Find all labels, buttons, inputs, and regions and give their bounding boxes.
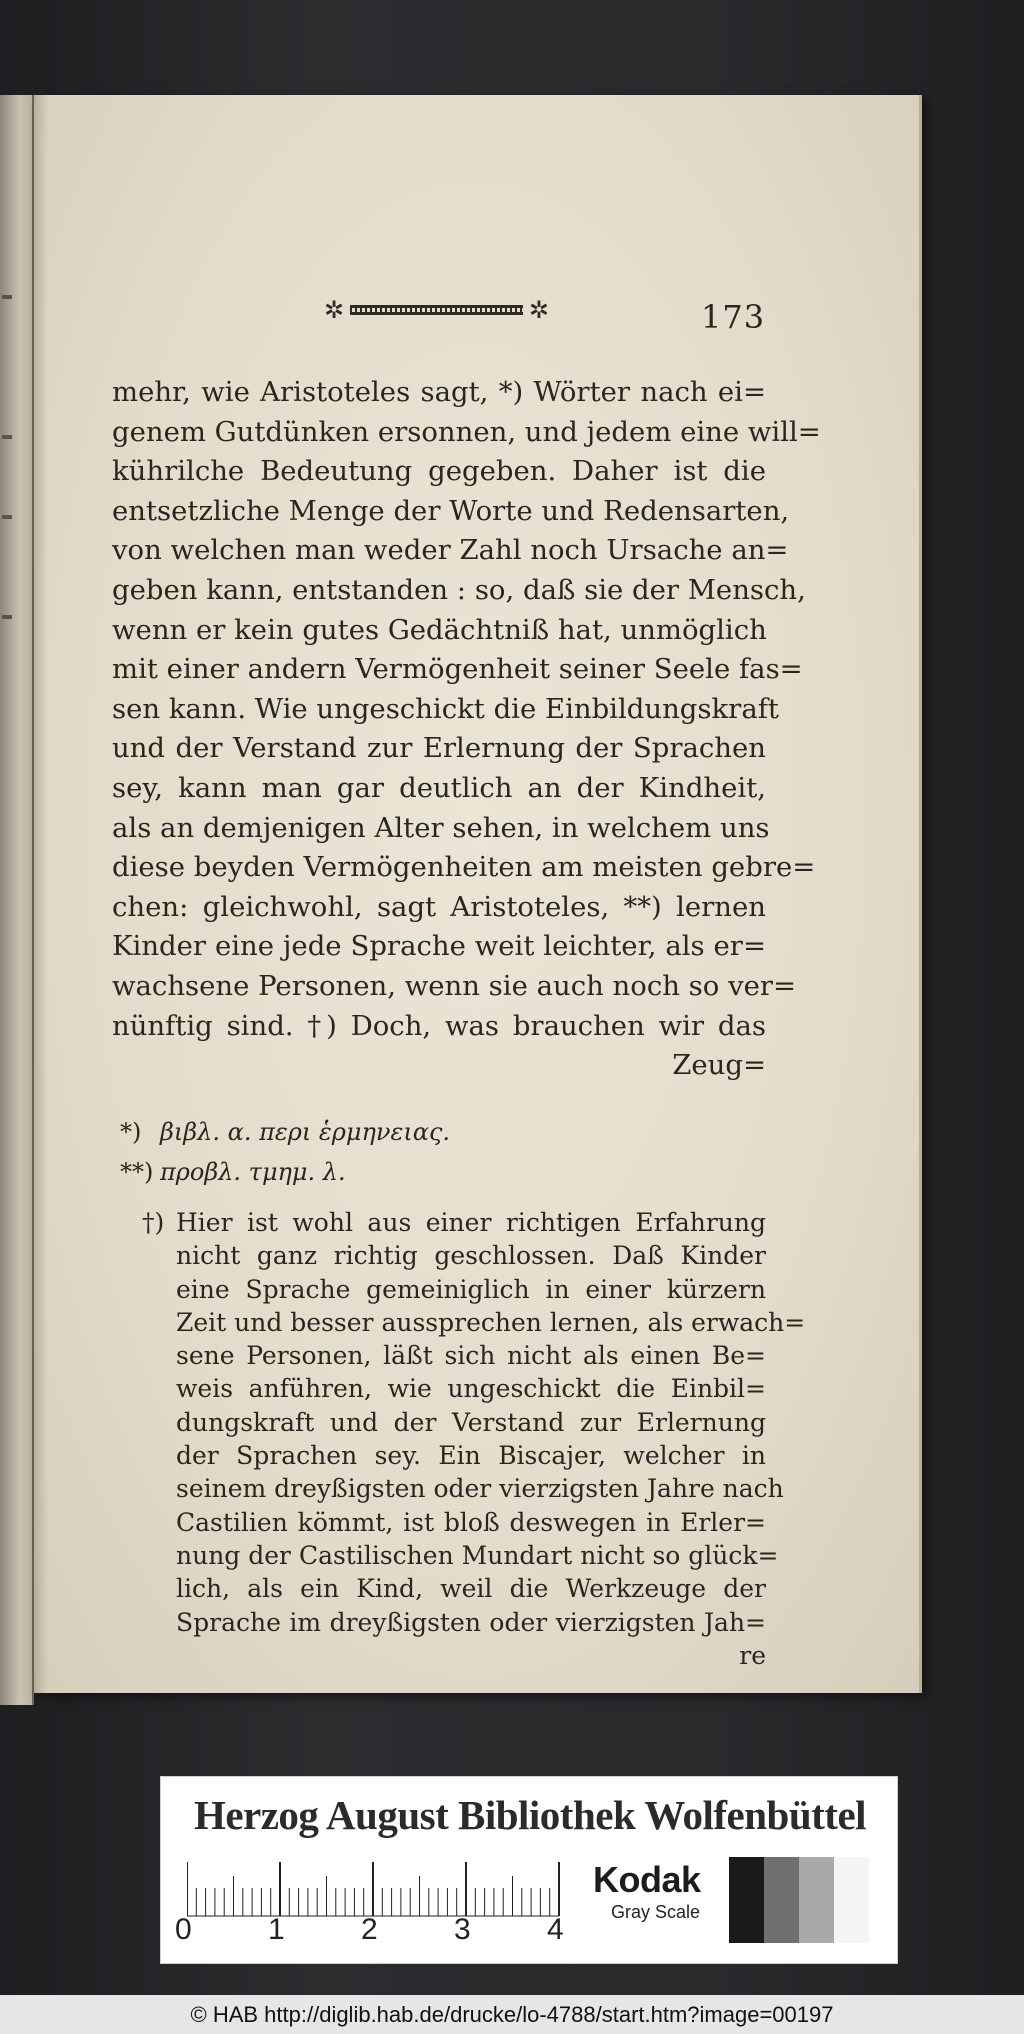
text-line: Kinder eine jede Sprache weit leichter, als er=	[112, 930, 766, 963]
footnote-line: weis anführen, wie ungeschickt die Einbil=	[176, 1374, 766, 1404]
ornament-star-icon: ✲	[528, 296, 549, 324]
text-line: kührilche Bedeutung gegeben. Daher ist die	[112, 455, 766, 488]
library-title: Herzog August Bibliothek Wolfenbüttel	[193, 1792, 867, 1838]
text-line: geben kann, entstanden : so, daß sie der Mensch,	[112, 573, 806, 606]
edge-mark	[2, 295, 12, 299]
footnote-line: der Sprachen sey. Ein Biscajer, welcher in	[176, 1441, 766, 1471]
text-line: sey, kann man gar deutlich an der Kindheit,	[112, 771, 766, 804]
text-line: entsetzliche Menge der Worte und Redensarten,	[112, 494, 790, 527]
footnote-2	[120, 1152, 766, 1192]
footnote-catchword: re	[739, 1640, 766, 1670]
text-line: sen kann. Wie ungeschickt die Einbildungskraft	[112, 692, 779, 725]
book-page	[34, 95, 922, 1693]
color-calibration-card	[160, 1776, 898, 1964]
ruler-label: 2	[361, 1913, 378, 1946]
footnote-line: sene Personen, läßt sich nicht als einen Be=	[176, 1341, 766, 1371]
ornament-rule	[350, 305, 523, 315]
gray-swatch	[799, 1857, 834, 1943]
text-line: wenn er kein gutes Gedächtniß hat, unmöglich	[112, 613, 767, 646]
footnote-line: seinem dreyßigsten oder vierzigsten Jahre nach	[176, 1474, 784, 1504]
footnote-1	[120, 1112, 766, 1152]
gray-swatches	[729, 1857, 869, 1943]
page-number: 173	[701, 298, 766, 336]
text-line: und der Verstand zur Erlernung der Sprachen	[112, 732, 766, 765]
ruler-labels	[175, 1913, 655, 1953]
header-ornament	[324, 295, 549, 325]
kodak-logo: Kodak	[593, 1859, 701, 1900]
edge-mark	[2, 435, 12, 439]
edge-mark	[2, 615, 12, 619]
footnote-line: nicht ganz richtig geschlossen. Daß Kinder	[176, 1241, 766, 1271]
gray-scale-label: Gray Scale	[611, 1902, 701, 1922]
ruler-scale	[187, 1862, 627, 1918]
source-url-caption: © HAB http://diglib.hab.de/drucke/lo-4788/start.htm?image=00197	[0, 1995, 1024, 2034]
ornament-star-icon: ✲	[324, 296, 345, 324]
footnote-mark: **)	[120, 1158, 154, 1186]
footnote-3	[120, 1206, 806, 1672]
footnote-line: lich, als ein Kind, weil die Werkzeuge der	[176, 1574, 766, 1604]
text-line: mit einer andern Vermögenheit seiner Seele fas=	[112, 653, 803, 686]
footnote-line: Hier ist wohl aus einer richtigen Erfahrung	[176, 1208, 766, 1237]
footnote-line: eine Sprache gemeiniglich in einer kürzern	[176, 1274, 766, 1304]
text-line: diese beyden Vermögenheiten am meisten gebre=	[112, 851, 816, 884]
body-text	[112, 373, 821, 1086]
ruler-label: 4	[547, 1913, 564, 1946]
ruler-label: 3	[454, 1913, 471, 1946]
gray-swatch	[729, 1857, 764, 1943]
footnote-line: dungskraft und der Verstand zur Erlernung	[176, 1407, 766, 1437]
gray-swatch	[834, 1857, 869, 1943]
text-line: mehr, wie Aristoteles sagt, *) Wörter nach ei=	[112, 376, 766, 408]
text-line: als an demjenigen Alter sehen, in welchem uns	[112, 811, 770, 844]
text-line: wachsene Personen, wenn sie auch noch so ver=	[112, 969, 797, 1002]
footnote-line: Castilien kömmt, ist bloß deswegen in Erler=	[176, 1507, 766, 1537]
previous-page-edge	[0, 95, 34, 1705]
edge-mark	[2, 515, 12, 519]
text-line: von welchen man weder Zahl noch Ursache an=	[112, 534, 789, 567]
footnote-text: προβλ. τμημ. λ.	[160, 1158, 346, 1186]
footnote-text: βιβλ. α. περι ἑρμηνειας.	[160, 1118, 451, 1146]
footnote-line: nung der Castilischen Mundart nicht so glück=	[176, 1540, 779, 1570]
footnote-mark: *)	[120, 1118, 142, 1146]
footnotes	[120, 1112, 806, 1672]
footnote-line: Zeit und besser aussprechen lernen, als erwach=	[176, 1307, 806, 1337]
ruler-label: 0	[175, 1913, 192, 1946]
footnote-mark: †)	[142, 1208, 165, 1237]
catchword: Zeug=	[672, 1049, 766, 1082]
footnote-line: Sprache im dreyßigsten oder vierzigsten Jah=	[176, 1607, 766, 1637]
ruler-label: 1	[268, 1913, 285, 1946]
gray-swatch	[764, 1857, 799, 1943]
text-line: nünftig sind. †) Doch, was brauchen wir das	[112, 1009, 766, 1042]
text-line: genem Gutdünken ersonnen, und jedem eine will=	[112, 415, 821, 448]
text-line: chen: gleichwohl, sagt Aristoteles, **) lernen	[112, 890, 766, 923]
